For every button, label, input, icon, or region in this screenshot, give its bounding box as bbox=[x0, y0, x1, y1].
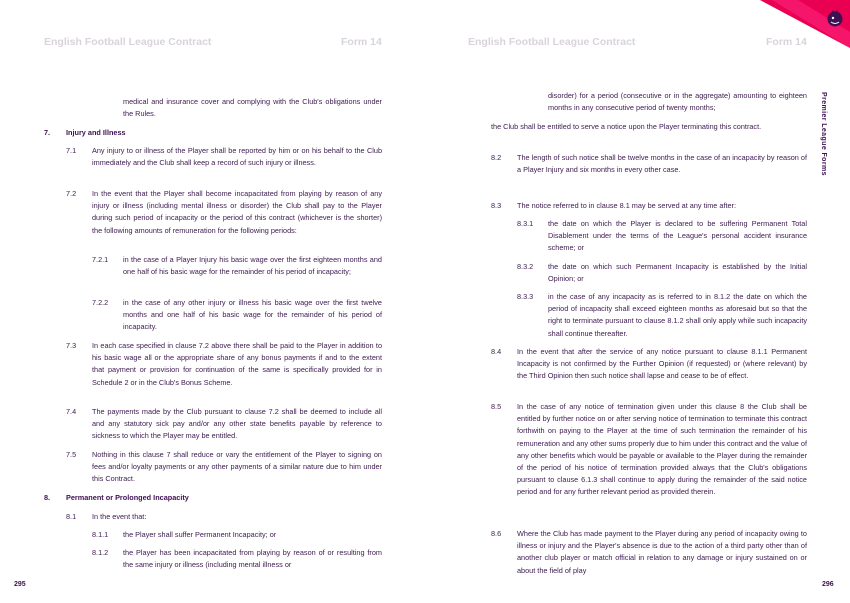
subclause-number: 7.2.2 bbox=[92, 298, 109, 307]
section-number: 8. bbox=[44, 493, 51, 502]
subclause-number: 8.3.2 bbox=[517, 262, 534, 271]
clause-text: In the case of any notice of termination given under this clause 8 the Club shall be entitled by further notice on or after serving notice of termination to terminate this contract forthwith on paying to the Player at the time of such termination the remainder of his remuneration and any other sums properly due to him under this contract and the value of any other benefits which would be payable or available to the Player during the remainder of the period of his notice of termination provided always that the Club's obligations pursuant to clause 6.1.3 shall continue to apply during the remainder of the said notice period and for any further relevant period as provided therein. bbox=[517, 402, 807, 497]
header-form: Form 14 bbox=[766, 36, 807, 48]
page-number: 296 bbox=[822, 581, 834, 588]
clause-number: 7.5 bbox=[66, 450, 77, 459]
subclause-number: 8.3.3 bbox=[517, 292, 534, 301]
subclause-text: the date on which such Permanent Incapacity is established by the Initial Opinion; or bbox=[548, 262, 807, 284]
clause-text: The payments made by the Club pursuant to clause 7.2 shall be deemed to include all and any statutory sick pay and/or any other state benefits payable by reference to sickness to which the Player may be entitled. bbox=[92, 407, 382, 441]
clause-text: In each case specified in clause 7.2 above there shall be paid to the Player in addition to his basic wage all or the appropriate share of any bonus payments if and to the extent that payment or provision for continuation of the same is specifically provided for in Schedule 2 or in the Club's Bonus Scheme. bbox=[92, 341, 382, 387]
header-title: English Football League Contract bbox=[468, 36, 636, 48]
clause-text: In the event that: bbox=[92, 512, 147, 521]
section-number: 7. bbox=[44, 128, 51, 137]
clause-text: Any injury to or illness of the Player shall be reported by him or on his behalf to the Club immediately and the Club shall keep a record of such injury or illness. bbox=[92, 146, 382, 168]
subclause-text: the Player has been incapacitated from playing by reason of or resulting from the same injury or illness (including mental illness or bbox=[123, 548, 382, 570]
subclause-number: 8.1.1 bbox=[92, 530, 109, 539]
subclause-text: the date on which the Player is declared to be suffering Permanent Total Disablement under the terms of the League's personal accident insurance scheme; or bbox=[548, 219, 807, 253]
clause-text: The notice referred to in clause 8.1 may be served at any time after: bbox=[517, 201, 737, 210]
corner-decoration bbox=[760, 0, 850, 50]
clause-number: 8.1 bbox=[66, 512, 77, 521]
clause-number: 7.3 bbox=[66, 341, 77, 350]
subclause-number: 8.3.1 bbox=[517, 219, 534, 228]
section-title: Permanent or Prolonged Incapacity bbox=[66, 493, 189, 502]
clause-number: 8.4 bbox=[491, 347, 502, 356]
clause-number: 7.1 bbox=[66, 146, 77, 155]
side-label: Premier League Forms bbox=[820, 92, 827, 176]
clause-number: 8.3 bbox=[491, 201, 502, 210]
subclause-text: in the case of any other injury or illness his basic wage over the first twelve months and one half of his basic wage for the remainder of his period of incapacity. bbox=[123, 298, 382, 332]
clause-text: In the event that the Player shall become incapacitated from playing by reason of any injury or illness (including mental illness or disorder) the Club shall pay to the Player during such period of incapacity or the period of this contract (whichever is the shorter) the following amounts of remuneration for the following periods: bbox=[92, 189, 382, 235]
header-title: English Football League Contract bbox=[44, 36, 212, 48]
section-title: Injury and Illness bbox=[66, 128, 126, 137]
header-form: Form 14 bbox=[341, 36, 382, 48]
clause-number: 8.5 bbox=[491, 402, 502, 411]
clause-number: 8.2 bbox=[491, 153, 502, 162]
subclause-text: the Player shall suffer Permanent Incapacity; or bbox=[123, 530, 277, 539]
clause-6-continuation: medical and insurance cover and complying with the Club's obligations under the Rules. bbox=[123, 97, 382, 119]
right-page bbox=[425, 0, 850, 603]
clause-number: 7.2 bbox=[66, 189, 77, 198]
subclause-text: in the case of any incapacity as is referred to in 8.1.2 the date on which the period of incapacity shall exceed eighteen months as aforesaid but so that the right to terminate pursuant to clause 8.1.2 shall only apply while such incapacity shall continue thereafter. bbox=[548, 292, 807, 338]
clause-text: Nothing in this clause 7 shall reduce or vary the entitlement of the Player to signing on fees and/or loyalty payments or any other payments of a similar nature due to him under this Contract. bbox=[92, 450, 382, 484]
clause-number: 8.6 bbox=[491, 529, 502, 538]
subclause-number: 8.1.2 bbox=[92, 548, 109, 557]
clause-text: In the event that after the service of any notice pursuant to clause 8.1.1 Permanent Incapacity is not confirmed by the Further Opinion (if requested) or (where relevant) by the Third Opinion then such notice shall lapse and cease to be of effect. bbox=[517, 347, 807, 381]
page-number: 295 bbox=[14, 581, 26, 588]
clause-number: 7.4 bbox=[66, 407, 77, 416]
clause-continuation: the Club shall be entitled to serve a notice upon the Player terminating this contract. bbox=[491, 122, 762, 131]
subclause-text: in the case of a Player Injury his basic wage over the first eighteen months and one half of his basic wage for the remainder of his period of incapacity; bbox=[123, 255, 382, 277]
subclause-continuation: disorder) for a period (consecutive or in the aggregate) amounting to eighteen months in any consecutive period of twenty months; bbox=[548, 91, 807, 113]
subclause-number: 7.2.1 bbox=[92, 255, 109, 264]
clause-text: Where the Club has made payment to the Player during any period of incapacity owing to illness or injury and the Player's absence is due to the action of a third party other than of another club player or match official in relation to any damage or injury sustained on or about the field of play bbox=[517, 529, 807, 575]
clause-text: The length of such notice shall be twelve months in the case of an incapacity by reason of a Player Injury and six months in every other case. bbox=[517, 153, 807, 175]
